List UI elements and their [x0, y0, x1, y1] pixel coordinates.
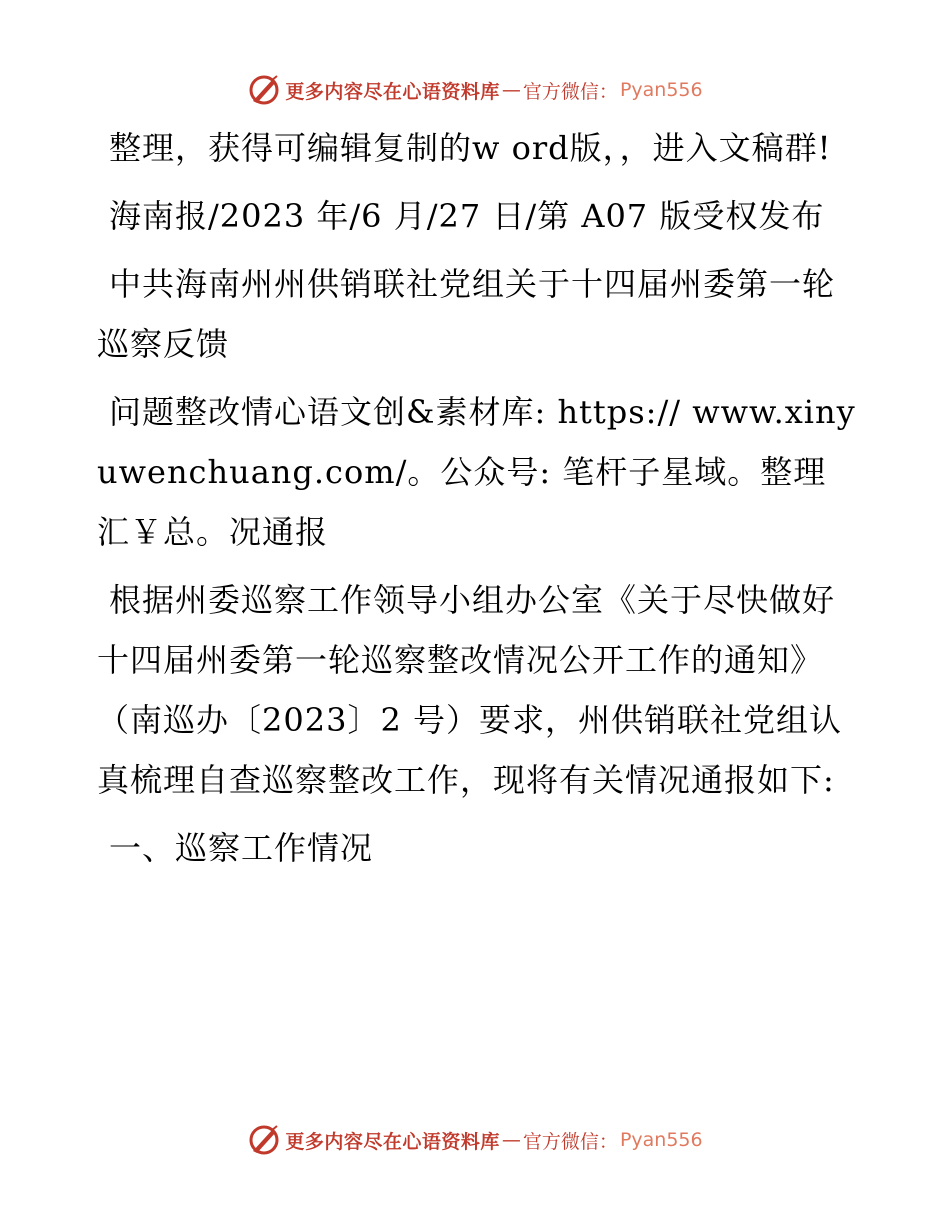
paragraph-source: 海南报/2023 年/6 月/27 日/第 A07 版受权发布 — [109, 197, 825, 235]
page-header — [0, 70, 950, 110]
footer-brand: 更多内容尽在心语资料库 — [285, 1130, 500, 1153]
header-brand: 更多内容尽在心语资料库 — [285, 80, 500, 103]
paragraph-intro: 整理，获得可编辑复制的w ord版，，进入文稿群! — [109, 129, 832, 167]
section-heading: 一、巡察工作情况 — [109, 829, 374, 867]
header-wechat-id: Pyan556 — [619, 79, 703, 101]
header-separator: — — [501, 79, 521, 101]
quill-pen-logo-icon — [247, 1123, 281, 1157]
paragraph-subtitle: 问题整改情心语文创&素材库: https:// www.xinyuwenchuang.com/。公众号: 笔杆子星域。整理汇￥总。况通报 — [97, 393, 856, 551]
header-wechat-label: 官方微信： — [522, 80, 618, 103]
page-footer — [0, 1120, 950, 1160]
quill-pen-logo-icon — [247, 73, 281, 107]
footer-wechat-id: Pyan556 — [619, 1129, 703, 1151]
paragraph-title: 中共海南州州供销联社党组关于十四届州委第一轮巡察反馈 — [97, 265, 836, 363]
footer-wechat-label: 官方微信： — [522, 1130, 618, 1153]
document-body — [97, 118, 857, 878]
paragraph-main: 根据州委巡察工作领导小组办公室《关于尽快做好十四届州委第一轮巡察整改情况公开工作的通知》（南巡办〔2023〕2 号）要求，州供销联社党组认真梳理自查巡察整改工作，现将有关情况通报如下: — [97, 581, 842, 799]
footer-separator: — — [501, 1129, 521, 1151]
